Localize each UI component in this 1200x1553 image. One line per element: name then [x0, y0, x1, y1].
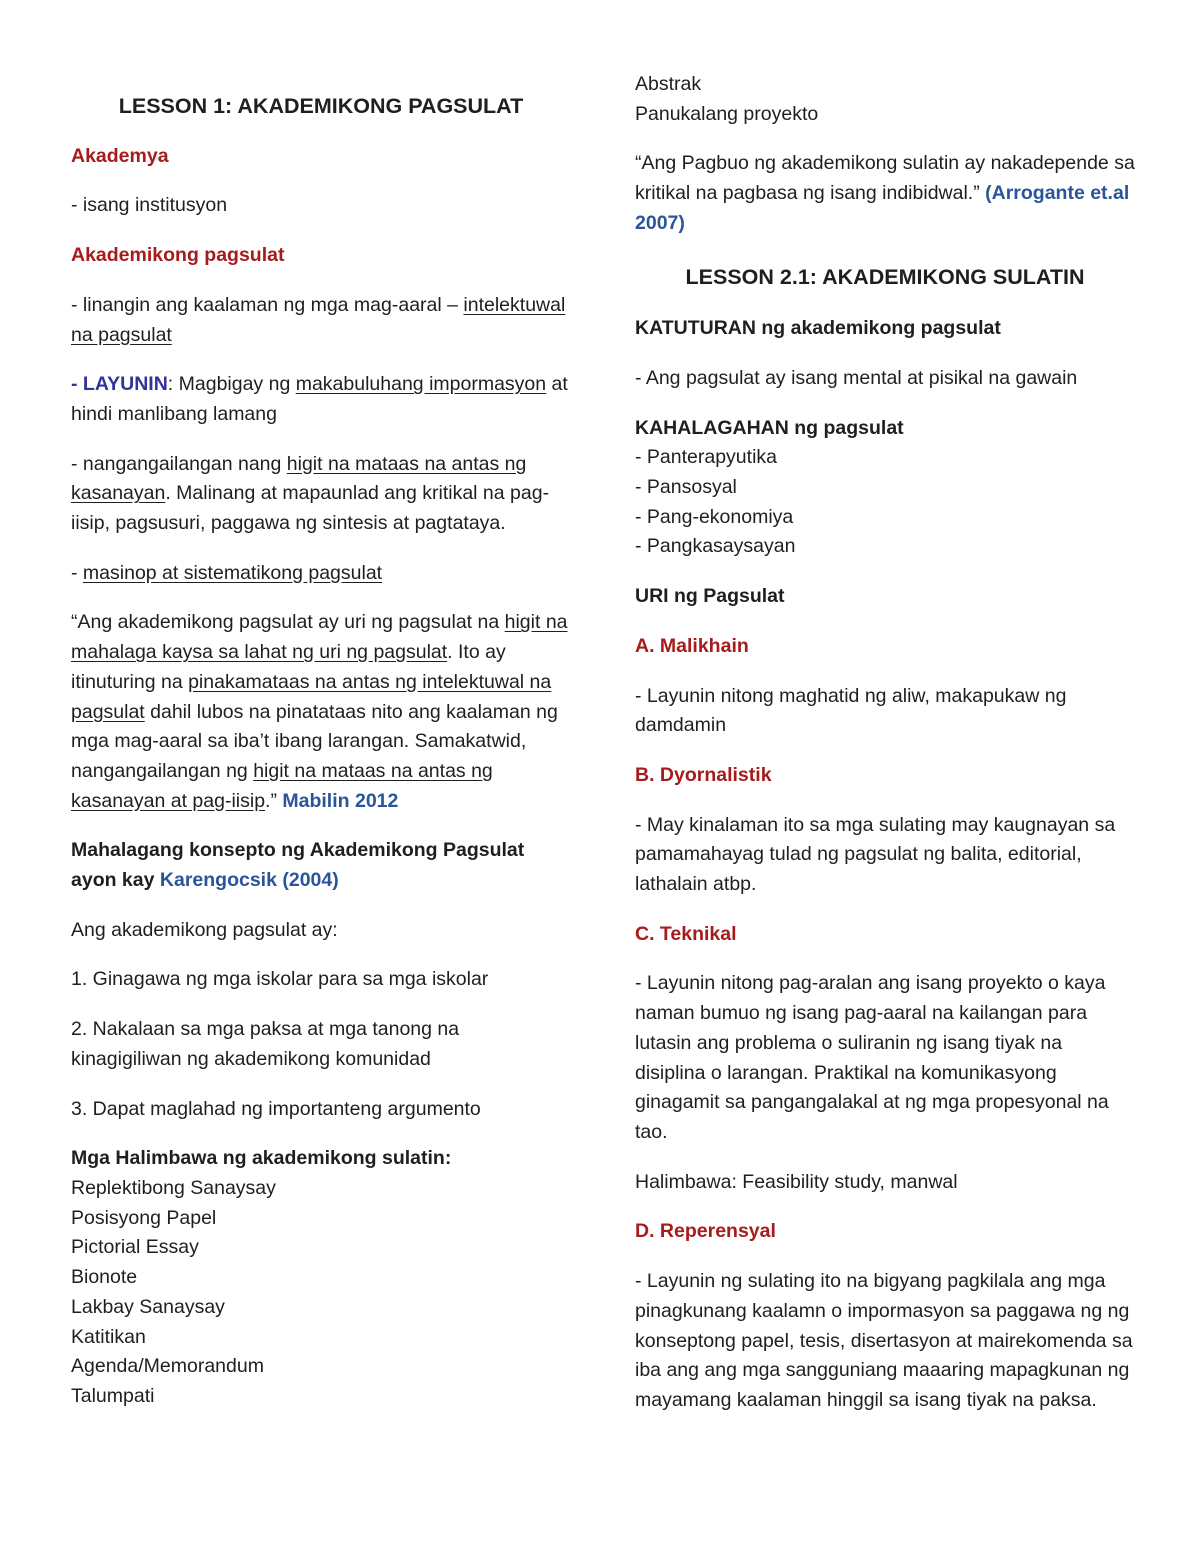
teknikal-example: Halimbawa: Feasibility study, manwal: [635, 1170, 958, 1193]
citation-mabilin: Mabilin 2012: [282, 789, 399, 812]
akademikong-pagsulat-heading: Akademikong pagsulat: [71, 244, 285, 267]
list-item: - Pang-ekonomiya: [635, 505, 794, 528]
reperensyal-heading: D. Reperensyal: [635, 1220, 776, 1243]
teknikal-text: - Layunin nitong pag-aralan ang isang proyekto o kaya naman bumuo ng isang pag-aaral na kailangan para lutasin ang problema o suliranin ng isang tiyak na disiplina o larangan. Praktikal na komunikasyong ginagamit sa pangangalakal at ng mga propesyonal na tao.: [635, 972, 1109, 1143]
katuturan-definition: - Ang pagsulat ay isang mental at pisikal na gawain: [635, 366, 1078, 389]
list-item-3: 3. Dapat maglahad ng importanteng argumento: [71, 1097, 481, 1120]
list-item: Lakbay Sanaysay: [71, 1295, 225, 1318]
malikhain-heading: A. Malikhain: [635, 634, 749, 657]
list-item: Panukalang proyekto: [635, 102, 819, 125]
quote-arrogante: “Ang Pagbuo ng akademikong sulatin ay nakadepende sa kritikal na pagbasa ng isang indibidwal.” (Arrogante et.al 2007): [635, 152, 1135, 234]
list-item: - Pangkasaysayan: [635, 535, 796, 558]
definition-masinop: - masinop at sistematikong pagsulat: [71, 561, 383, 584]
right-column: [635, 0, 1135, 1436]
list-item: Bionote: [71, 1266, 138, 1289]
dyornalistik-text: - May kinalaman ito sa mga sulating may kaugnayan sa pamamahayag tulad ng pagsulat ng balita, editorial, lathalain atbp.: [635, 813, 1116, 896]
katuturan-heading: KATUTURAN ng akademikong pagsulat: [635, 317, 1001, 340]
halimbawa-continued: [635, 70, 1135, 129]
list-item: Replektibong Sanaysay: [71, 1176, 276, 1199]
quote-mabilin: “Ang akademikong pagsulat ay uri ng pagsulat na higit na mahalaga kaysa sa lahat ng uri ng pagsulat. Ito ay itinuturing na pinakamataas na antas ng intelektuwal na pagsulat dahil lubos na pinatataas nito ang kaalaman ng mga mag-aaral sa iba’t ibang larangan. Samakatwid, nangangailangan ng higit na mataas na antas ng kasanayan at pag-iisip.” Mabilin 2012: [71, 611, 568, 812]
list-item-2: 2. Nakalaan sa mga paksa at mga tanong na kinagigiliwan ng akademikong komunidad: [71, 1018, 460, 1070]
left-column: [71, 0, 571, 1412]
definition-linangin: - linangin ang kaalaman ng mga mag-aaral – intelektuwal na pagsulat: [71, 293, 566, 346]
konsepto-heading: Mahalagang konsepto ng Akademikong Pagsulat ayon kay Karengocsik (2004): [71, 839, 525, 892]
list-item: Posisyong Papel: [71, 1206, 217, 1229]
malikhain-text: - Layunin nitong maghatid ng aliw, makapukaw ng damdamin: [635, 684, 1067, 737]
definition-kasanayan: - nangangailangan nang higit na mataas na antas ng kasanayan. Malinang at mapaunlad ang kritikal na pag-iisip, pagsusuri, paggawa ng sintesis at pagtataya.: [71, 452, 550, 535]
halimbawa-heading: Mga Halimbawa ng akademikong sulatin:: [71, 1147, 452, 1170]
citation-karengocsik: Karengocsik (2004): [159, 869, 339, 892]
akademya-definition: - isang institusyon: [71, 194, 228, 217]
list-item-1: 1. Ginagawa ng mga iskolar para sa mga iskolar: [71, 968, 489, 991]
lesson-1-title: LESSON 1: AKADEMIKONG PAGSULAT: [118, 94, 524, 118]
citation-arrogante: (Arrogante et.al 2007): [635, 182, 1130, 234]
list-item: Agenda/Memorandum: [71, 1355, 264, 1378]
list-item: Talumpati: [71, 1384, 155, 1407]
ang-akademikong-pagsulat-ay: Ang akademikong pagsulat ay:: [71, 918, 338, 941]
halimbawa-section: [71, 1144, 571, 1411]
reperensyal-text: - Layunin ng sulating ito na bigyang pagkilala ang mga pinagkunang kaalamn o impormasyon sa paggawa ng ng konseptong papel, tesis, disertasyon at mairekomenda sa iba ang ang mga sangguniang maaaring mapagkunan ng mayamang kaalaman hinggil sa isang tiyak na paksa.: [635, 1270, 1133, 1411]
list-item: Pictorial Essay: [71, 1236, 199, 1259]
teknikal-heading: C. Teknikal: [635, 922, 737, 945]
list-item: Abstrak: [635, 73, 702, 95]
uri-heading: URI ng Pagsulat: [635, 585, 785, 608]
list-item: - Pansosyal: [635, 476, 737, 499]
lesson-2-1-title: LESSON 2.1: AKADEMIKONG SULATIN: [685, 264, 1085, 289]
akademya-heading: Akademya: [71, 144, 169, 167]
list-item: - Panterapyutika: [635, 446, 777, 469]
list-item: Katitikan: [71, 1325, 146, 1348]
kahalagahan-heading: KAHALAGAHAN ng pagsulat: [635, 416, 904, 439]
layunin-label: LAYUNIN: [82, 373, 168, 396]
dyornalistik-heading: B. Dyornalistik: [635, 763, 772, 786]
definition-layunin: - LAYUNIN: Magbigay ng makabuluhang impormasyon at hindi manlibang lamang: [71, 373, 568, 425]
kahalagahan-section: [635, 414, 1135, 563]
